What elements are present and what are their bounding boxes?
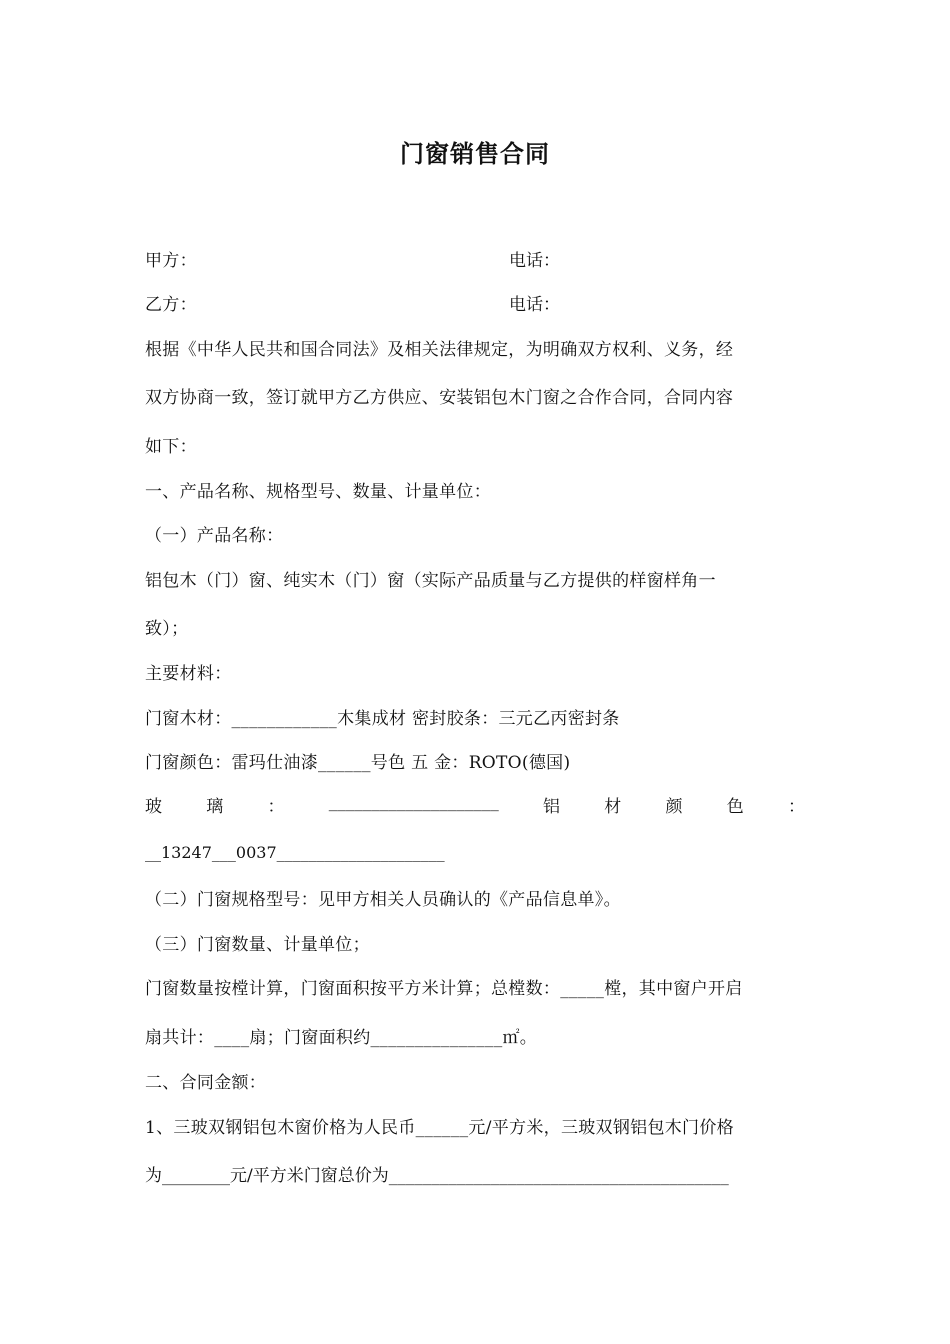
intro-line-3: 如下： <box>145 437 197 457</box>
materials-heading: 主要材料： <box>145 664 232 684</box>
glass-line <box>145 792 805 817</box>
section-1-3-heading: （三）门窗数量、计量单位； <box>145 935 370 955</box>
glass-blank: ____________________ <box>328 792 499 812</box>
quantity-line-2: 扇共计：____扇；门窗面积约_______________㎡。 <box>145 1028 538 1048</box>
alu-char: 色 <box>726 797 744 817</box>
alu-color-value: __13247___0037_____________________ <box>145 843 445 862</box>
intro-line-2: 双方协商一致，签订就甲方乙方供应、安装铝包木门窗之合作合同，合同内容 <box>145 388 734 408</box>
party-b-phone-label: 电话： <box>509 295 560 315</box>
alu-char: ： <box>788 797 805 817</box>
alu-char: 材 <box>604 797 622 817</box>
color-line: 门窗颜色：雷玛仕油漆______号色 五 金：ROTO(德国) <box>145 753 571 773</box>
quantity-line-1: 门窗数量按樘计算，门窗面积按平方米计算；总樘数：_____樘，其中窗户开启 <box>145 979 743 999</box>
section-1-1-heading: （一）产品名称： <box>145 526 284 546</box>
alu-char: 颜 <box>665 797 683 817</box>
product-line-2: 致）； <box>145 619 189 639</box>
party-b-label: 乙方： <box>145 295 197 315</box>
product-line-1: 铝包木（门）窗、纯实木（门）窗（实际产品质量与乙方提供的样窗样角一 <box>145 571 716 591</box>
alu-char: 铝 <box>543 797 560 817</box>
section-1-heading: 一、产品名称、规格型号、数量、计量单位： <box>145 482 491 502</box>
glass-char: 璃 <box>206 797 224 817</box>
intro-line-1: 根据《中华人民共和国合同法》及相关法律规定，为明确双方权利、义务，经 <box>145 340 734 360</box>
glass-char: ： <box>267 797 285 817</box>
wood-line: 门窗木材：____________木集成材 密封胶条：三元乙丙密封条 <box>145 709 620 729</box>
section-2-heading: 二、合同金额： <box>145 1073 267 1093</box>
price-line-1: 1、三玻双钢铝包木窗价格为人民币______元/平方米，三玻双钢铝包木门价格 <box>145 1118 734 1138</box>
section-1-2-heading: （二）门窗规格型号：见甲方相关人员确认的《产品信息单》。 <box>145 890 621 910</box>
party-a-label: 甲方： <box>145 251 197 271</box>
party-a-phone-label: 电话： <box>509 251 560 271</box>
glass-char: 玻 <box>145 797 162 817</box>
page-title: 门窗销售合同 <box>400 139 550 168</box>
price-line-2: 为________元/平方米门窗总价为________________________________________ <box>145 1166 729 1186</box>
